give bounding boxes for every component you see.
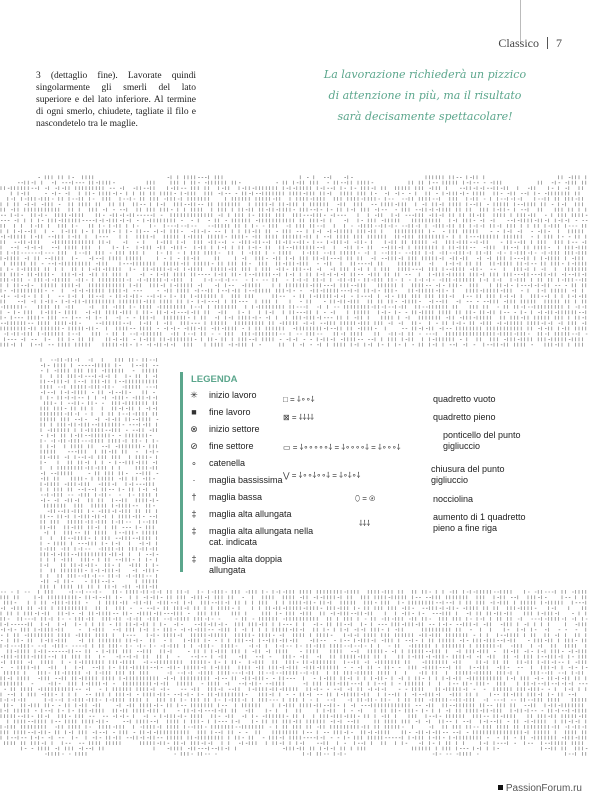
single-crochet-icon: † bbox=[191, 492, 197, 502]
filled-square-icon: ⊠ = ⸸⸸⸸⸸ bbox=[283, 413, 314, 422]
lily-closure-icon: ⋁ = ⸸∘∘⸸∘∘⸸ = ⸸∘⸸∘⸸ bbox=[283, 471, 361, 480]
treble-in-chain-icon: ‡ bbox=[191, 526, 197, 536]
page-header bbox=[498, 36, 562, 51]
legend-label: maglia alta allungata nella cat. indicata bbox=[209, 526, 314, 547]
chart-grid-column bbox=[40, 356, 160, 590]
bridge-icon: ▭ = ⸸∘∘∘∘∘⸸ = ⸸∘∘∘∘⸸ = ⸸∘∘∘⸸ bbox=[283, 443, 401, 452]
chart-grid-bottom bbox=[0, 588, 590, 758]
legend-label: catenella bbox=[209, 458, 246, 468]
crochet-chart-top bbox=[0, 168, 590, 350]
intro-paragraph: 3 (dettaglio fine). Lavorate quindi singolarmente gli smerli del lato superiore e del lato inferiore. Al termine di ogni smerlo, chiudete, tagliate il filo e nascondetelo tra le maglie. bbox=[36, 71, 196, 129]
page-number: 7 bbox=[556, 36, 562, 50]
end-symbol-icon: ■ bbox=[191, 407, 197, 417]
section-title: Classico bbox=[498, 36, 539, 50]
legend-box bbox=[180, 372, 526, 575]
header-separator bbox=[547, 37, 548, 49]
legend-label: maglia bassissima bbox=[209, 475, 283, 485]
sector-start-icon: ⊗ bbox=[190, 424, 198, 434]
pull-quote bbox=[300, 64, 550, 127]
legend-item bbox=[187, 509, 317, 520]
legend-pattern-label: nocciolina bbox=[433, 494, 474, 504]
legend-label: inizio settore bbox=[209, 424, 260, 434]
quote-line: La lavorazione richiederà un pizzico bbox=[323, 68, 527, 81]
start-symbol-icon: ✳ bbox=[190, 390, 198, 400]
chart-stitch-pattern bbox=[1, 590, 587, 756]
quote-line: sarà decisamente spettacolare! bbox=[337, 110, 513, 123]
legend-pattern-label: quadretto vuoto bbox=[433, 394, 496, 404]
legend-label: fine lavoro bbox=[209, 407, 251, 417]
watermark bbox=[498, 783, 582, 794]
empty-square-icon: □ = ⸸∘∘⸸ bbox=[283, 395, 315, 404]
legend-item bbox=[187, 424, 317, 435]
increase-icon: ⸸⸸⸸ bbox=[359, 519, 371, 528]
sector-end-icon: ⊘ bbox=[190, 441, 198, 451]
legend-item bbox=[187, 526, 317, 548]
chain-stitch-icon: ∘ bbox=[191, 458, 197, 468]
legend-pattern-label: ponticello del punto gigliuccio bbox=[443, 430, 521, 451]
legend-label: maglia bassa bbox=[209, 492, 263, 502]
quote-line: di attenzione in più, ma il risultato bbox=[328, 89, 522, 102]
bobble-icon: ⬯ = ⊛ bbox=[355, 494, 376, 503]
legend-pattern-label: aumento di 1 quadretto pieno a fine riga bbox=[433, 512, 526, 533]
legend-pattern-label: quadretto pieno bbox=[433, 412, 496, 422]
slip-stitch-icon: · bbox=[192, 475, 196, 485]
legend-label: maglia alta doppia allungata bbox=[209, 554, 283, 575]
watermark-square-icon bbox=[498, 785, 503, 790]
chart-stitch-pattern bbox=[1, 175, 587, 346]
treble-icon: ‡ bbox=[191, 509, 197, 519]
chart-grid-top bbox=[0, 168, 590, 350]
crochet-chart-column bbox=[40, 356, 160, 590]
watermark-text: PassionForum.ru bbox=[505, 783, 582, 794]
legend-label: maglia alta allungata bbox=[209, 509, 292, 519]
legend-item bbox=[187, 492, 317, 503]
legend-item bbox=[187, 458, 317, 469]
legend-pattern-label: chiusura del punto gigliuccio bbox=[431, 464, 505, 485]
chart-stitch-pattern bbox=[41, 358, 158, 589]
legend-item bbox=[187, 554, 317, 576]
legend-label: inizio lavoro bbox=[209, 390, 257, 400]
legend-title: LEGENDA bbox=[191, 374, 238, 385]
legend-label: fine settore bbox=[209, 441, 254, 451]
double-treble-icon: ‡ bbox=[191, 554, 197, 564]
crochet-chart-bottom bbox=[0, 588, 590, 758]
